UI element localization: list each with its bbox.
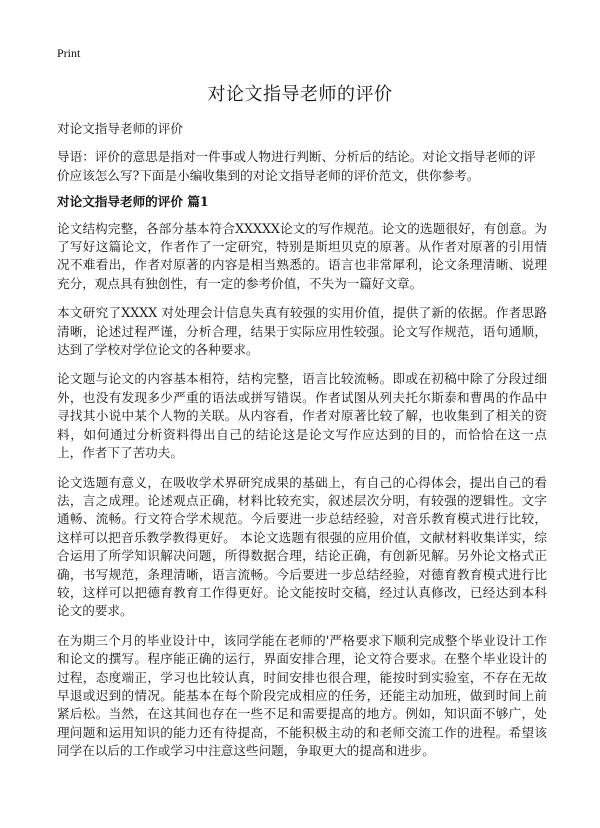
body-paragraph-4: 论文选题有意义，在吸收学术界研究成果的基础上，有自己的心得体会，提出自己的看法，言之成理。论述观点正确，材料比较充实，叙述层次分明，有较强的逻辑性。文字通畅、流畅。行文符合学术规范。今后要进一步总结经验，对音乐教育模式进行比较，这样可以把音乐教学教得更好。 本论文选题有很强的应用价值，文献材料收集详实，综合运用了所学知识解决问题，所得数据合理，结论正确，有创新见解。另外论文格式正确，书写规范，条理清晰，语言流畅。今后要进一步总结经验，对德育教育模式进行比较，这样可以把德育教育工作得更好。论文能按时交稿，经过认真修改，已经达到本科论文的要求。 (57, 474, 547, 619)
print-link[interactable]: Print (57, 46, 81, 60)
intro-paragraph: 导语：评价的意思是指对一件事或人物进行判断、分析后的结论。对论文指导老师的评价应该怎么写?下面是小编收集到的对论文指导老师的评价范文，供你参考。 (57, 149, 536, 183)
document-subtitle: 对论文指导老师的评价 (57, 121, 183, 136)
body-paragraph-3: 论文题与论文的内容基本相符，结构完整，语言比较流畅。即或在初稿中除了分段过细外，也没有发现多少严重的语法或拼写错误。作者试图从列夫托尔斯泰和曹禺的作品中寻找其小说中某个人物的关联。从内容看，作者对原著比较了解，也收集到了相关的资料，如何通过分析资料得出自己的结论这是论文写作应达到的目的，而恰恰在这一点上，作者下了苦功夫。 (57, 371, 547, 461)
body-paragraph-5: 在为期三个月的毕业设计中，该同学能在老师的'严格要求下顺利完成整个毕业设计工作和论文的撰写。程序能正确的运行，界面安排合理，论文符合要求。在整个毕业设计的过程，态度端正，学习也比较认真，时间安排也很合理，能按时到实验室，不存在无故早退或迟到的情况。能基本在每个阶段完成相应的任务，还能主动加班，做到时间上前紧后松。当然，在这其间也存在一些不足和需要提高的地方。例如，知识面不够广，处理问题和运用知识的能力还有待提高，不能积极主动的和老师交流工作的进程。希望该同学在以后的工作或学习中注意这些问题，争取更大的提高和进步。 (57, 632, 547, 759)
body-paragraph-1: 论文结构完整，各部分基本符合XXXXX论文的写作规范。论文的选题很好，有创意。为了写好这篇论文，作者作了一定研究，特别是斯坦贝克的原著。从作者对原著的引用情况不难看出，作者对原著的内容是相当熟悉的。语言也非常犀利，论文条理清晰、说理充分，观点具有独创性，有一定的参考价值，不失为一篇好文章。 (57, 220, 547, 291)
section-heading: 对论文指导老师的评价 篇1 (57, 194, 209, 210)
body-paragraph-2: 本文研究了XXXX 对处理会计信息失真有较强的实用价值，提供了新的依据。作者思路清晰，论述过程严谨，分析合理，结果于实际应用性较强。论文写作规范，语句通顺，达到了学校对学位论文的各种要求。 (57, 305, 547, 358)
document-body (57, 120, 547, 772)
document-title: 对论文指导老师的评价 (207, 84, 393, 105)
